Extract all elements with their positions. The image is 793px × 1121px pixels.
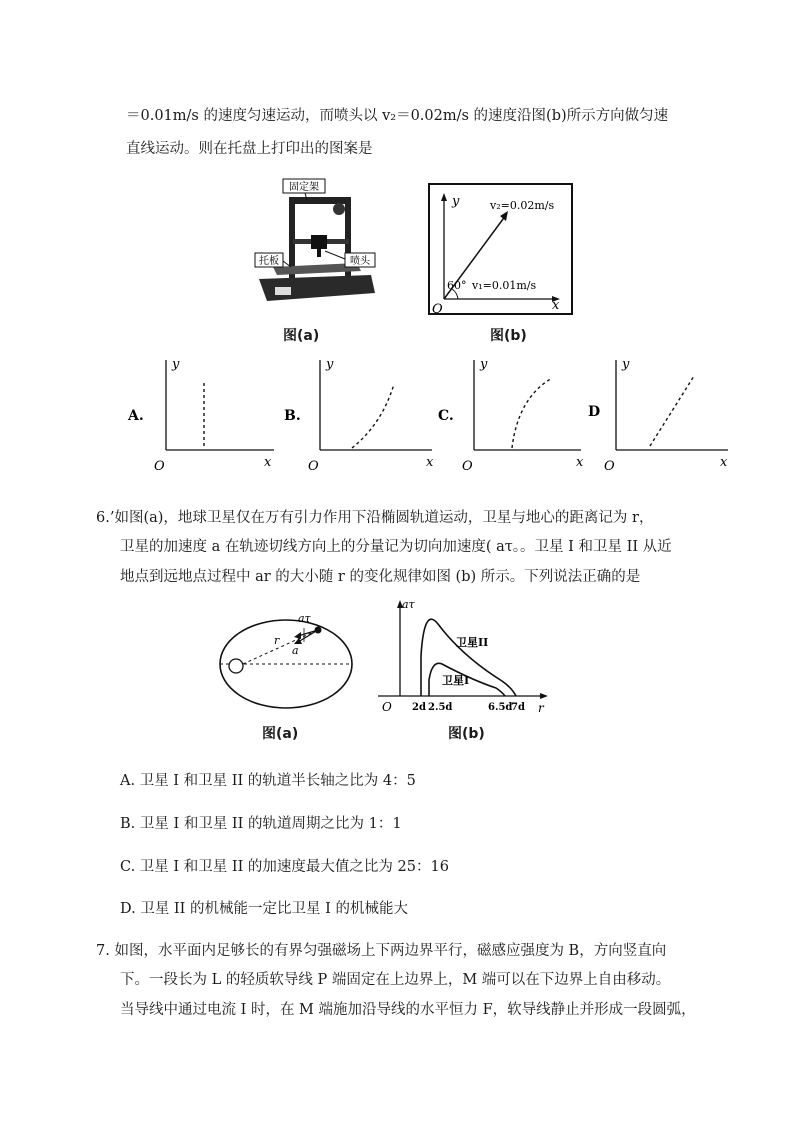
option-c-letter: C.: [438, 408, 454, 424]
option-c-y: y: [480, 357, 488, 372]
q5-line-2: 直线运动。则在托盘上打印出的图案是: [126, 141, 373, 157]
option-c-o: O: [462, 459, 473, 474]
fig-b-origin: O: [432, 302, 443, 316]
q5-line-1: ＝0.01m/s 的速度匀速运动，而喷头以 v₂＝0.02m/s 的速度沿图(b)所示方向做匀速: [126, 108, 669, 124]
option-a-letter: A.: [128, 408, 144, 424]
fig-b-y-label: y: [452, 194, 460, 209]
q7-line-1: 7. 如图，水平面内足够长的有界匀强磁场上下两边界平行，磁感应强度为 B，方向竖直向: [96, 943, 667, 959]
sat1-label: 卫星I: [442, 674, 470, 687]
q6-fig-b-caption: 图(b): [448, 726, 485, 742]
option-b-letter: B.: [284, 408, 301, 424]
q6-line-3: 地点到远地点过程中 ar 的大小随 r 的变化规律如图 (b) 所示。下列说法正确的是: [120, 569, 641, 585]
q6-line-1: 6.’如图(a)，地球卫星仅在万有引力作用下沿椭圆轨道运动，卫星与地心的距离记为 r，: [96, 510, 654, 526]
option-a-x: x: [264, 455, 272, 470]
orbit-r-label: r: [274, 634, 280, 647]
option-c-x: x: [576, 455, 584, 470]
tick-7d: 7d: [511, 702, 525, 713]
option-a-y: y: [172, 357, 180, 372]
option-a-o: O: [154, 459, 165, 474]
option-a-graph: [126, 350, 276, 475]
option-d-x: x: [720, 455, 728, 470]
q6-option-b: B. 卫星 I 和卫星 II 的轨道周期之比为 1：1: [120, 816, 402, 832]
option-d-graph: [586, 350, 736, 475]
fig-b-x-label: x: [552, 298, 560, 313]
q6-fig-a-caption: 图(a): [262, 726, 299, 742]
option-c-graph: [436, 350, 591, 475]
fig-b-v1: v₁=0.01m/s: [472, 279, 537, 292]
printer-figure: [245, 175, 385, 315]
graph-y-label: aτ: [402, 598, 415, 611]
velocity-diagram: [428, 183, 574, 316]
q5-fig-b-caption: 图(b): [490, 328, 527, 344]
tick-6-5d: 6.5d: [488, 702, 513, 713]
tick-2d: 2d: [412, 702, 426, 713]
option-b-x: x: [426, 455, 434, 470]
option-d-letter: D: [588, 404, 601, 420]
fig-b-v2: v₂=0.02m/s: [490, 199, 555, 212]
orbit-at-label: aτ: [298, 612, 311, 625]
option-b-o: O: [308, 459, 319, 474]
graph-origin: O: [382, 700, 392, 714]
label-plate: 托板: [259, 256, 279, 267]
q7-line-2: 下。一段长为 L 的轻质软导线 P 端固定在上边界上，M 端可以在下边界上自由移动。: [120, 972, 671, 988]
q7-line-3: 当导线中通过电流 I 时，在 M 端施加沿导线的水平恒力 F，软导线静止并形成一段圆弧，: [120, 1002, 696, 1018]
q6-option-d: D. 卫星 II 的机械能一定比卫星 I 的机械能大: [120, 901, 408, 917]
q6-option-c: C. 卫星 I 和卫星 II 的加速度最大值之比为 25：16: [120, 859, 449, 875]
option-d-y: y: [622, 357, 630, 372]
q5-fig-a-caption: 图(a): [283, 328, 320, 344]
sat2-label: 卫星II: [456, 636, 489, 649]
label-frame: 固定架: [289, 182, 319, 193]
fig-b-angle: 60°: [447, 279, 467, 292]
tick-2-5d: 2.5d: [428, 702, 453, 713]
q6-option-a: A. 卫星 I 和卫星 II 的轨道半长轴之比为 4：5: [120, 773, 416, 789]
orbit-a-label: a: [292, 644, 299, 657]
option-d-o: O: [604, 459, 615, 474]
graph-x-label: r: [538, 701, 544, 715]
option-b-y: y: [326, 357, 334, 372]
orbit-diagram: [218, 602, 358, 712]
tangential-accel-graph: [372, 596, 552, 720]
option-b-graph: [282, 350, 437, 475]
label-nozzle: 喷头: [350, 256, 370, 267]
q6-line-2: 卫星的加速度 a 在轨迹切线方向上的分量记为切向加速度( aτ。。卫星 I 和卫星 II 从近: [120, 539, 672, 555]
